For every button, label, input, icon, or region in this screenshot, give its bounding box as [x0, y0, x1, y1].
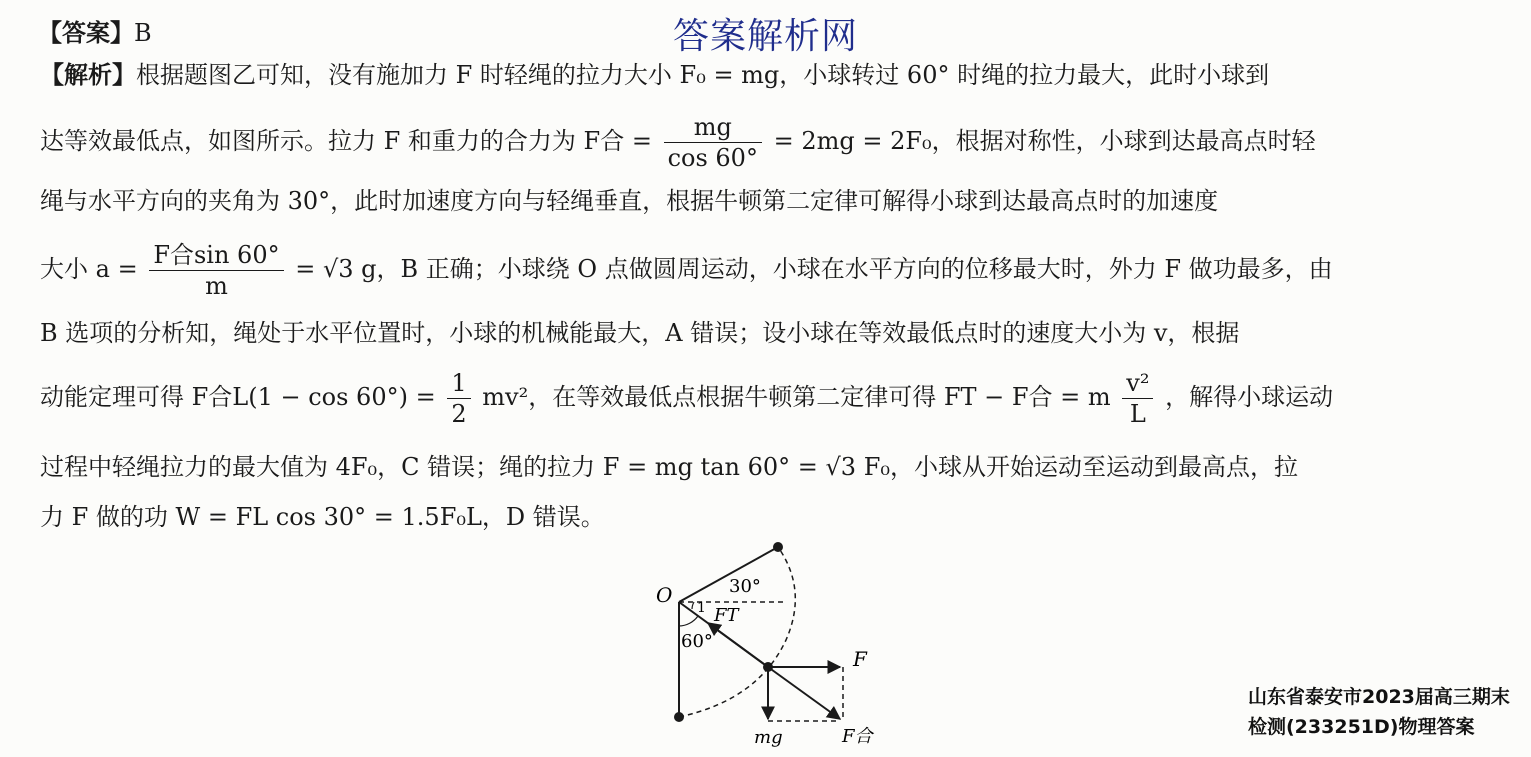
- analysis-text-2a: 达等效最低点，如图所示。拉力 F 和重力的合力为 F合 =: [40, 127, 652, 155]
- analysis-text-7: 过程中轻绳拉力的最大值为 4F₀，C 错误；绳的拉力 F = mg tan 60° = √3 F₀，小球从开始运动至运动到最高点，拉: [40, 453, 1298, 481]
- label-FT: FT: [714, 605, 739, 626]
- fraction-numerator: 1: [447, 368, 470, 399]
- resultant-force-arrow: [768, 667, 840, 719]
- angle-arc-60: [679, 616, 698, 626]
- site-watermark-title: 答案解析网: [672, 16, 858, 57]
- ball-lowest-equivalent: [763, 662, 773, 672]
- analysis-text-6a: 动能定理可得 F合L(1 − cos 60°) =: [40, 383, 436, 411]
- fraction-denominator: L: [1129, 400, 1146, 428]
- fraction-denominator: m: [205, 272, 228, 300]
- analysis-text-2b: = 2mg = 2F₀，根据对称性，小球到达最高点时轻: [773, 127, 1316, 155]
- fraction-numerator: v²: [1122, 368, 1153, 399]
- answer-label: 【答案】: [38, 19, 134, 47]
- angle-arc-1: [692, 602, 694, 609]
- fraction-denominator: 2: [451, 400, 467, 428]
- label-60deg: 60°: [681, 631, 713, 652]
- source-note-line-2: 检测(233251D)物理答案: [1248, 716, 1475, 738]
- label-angle-1: 1: [697, 600, 706, 616]
- analysis-text-5: B 选项的分析知，绳处于水平位置时，小球的机械能最大，A 错误；设小球在等效最低点时的速度大小为 v，根据: [40, 319, 1240, 347]
- label-F: F: [853, 647, 867, 671]
- source-note: [1248, 682, 1528, 742]
- label-F-resultant: F合: [842, 726, 873, 747]
- source-note-line-1: 山东省泰安市2023届高三期末: [1248, 686, 1510, 708]
- analysis-text-6b: mv²，在等效最低点根据牛顿第二定律可得 FT − F合 = m: [482, 383, 1111, 411]
- fraction-numerator: F合sin 60°: [149, 240, 283, 271]
- analysis-text-1: 根据题图乙可知，没有施加力 F 时轻绳的拉力大小 F₀ = mg，小球转过 60° 时绳的拉力最大，此时小球到: [136, 61, 1270, 89]
- analysis-label: 【解析】: [40, 61, 136, 89]
- ball-initial: [674, 712, 684, 722]
- label-O: O: [656, 583, 673, 607]
- ball-highest: [773, 542, 783, 552]
- analysis-text-8: 力 F 做的功 W = FL cos 30° = 1.5F₀L，D 错误。: [40, 503, 605, 531]
- tension-arrow: [708, 623, 768, 667]
- analysis-text-3: 绳与水平方向的夹角为 30°，此时加速度方向与轻绳垂直，根据牛顿第二定律可解得小球到达最高点时的加速度: [40, 187, 1219, 215]
- label-30deg: 30°: [729, 576, 761, 597]
- answer-value: B: [134, 19, 152, 47]
- fraction-denominator: cos 60°: [667, 144, 758, 172]
- analysis-text-4a: 大小 a =: [40, 255, 138, 283]
- fraction-numerator: mg: [664, 112, 762, 143]
- analysis-text-6c: ，解得小球运动: [1165, 383, 1334, 411]
- label-mg: mg: [754, 727, 783, 748]
- analysis-text-4b: = √3 g，B 正确；小球绕 O 点做圆周运动，小球在水平方向的位移最大时，外力 F 做功最多，由: [295, 255, 1333, 283]
